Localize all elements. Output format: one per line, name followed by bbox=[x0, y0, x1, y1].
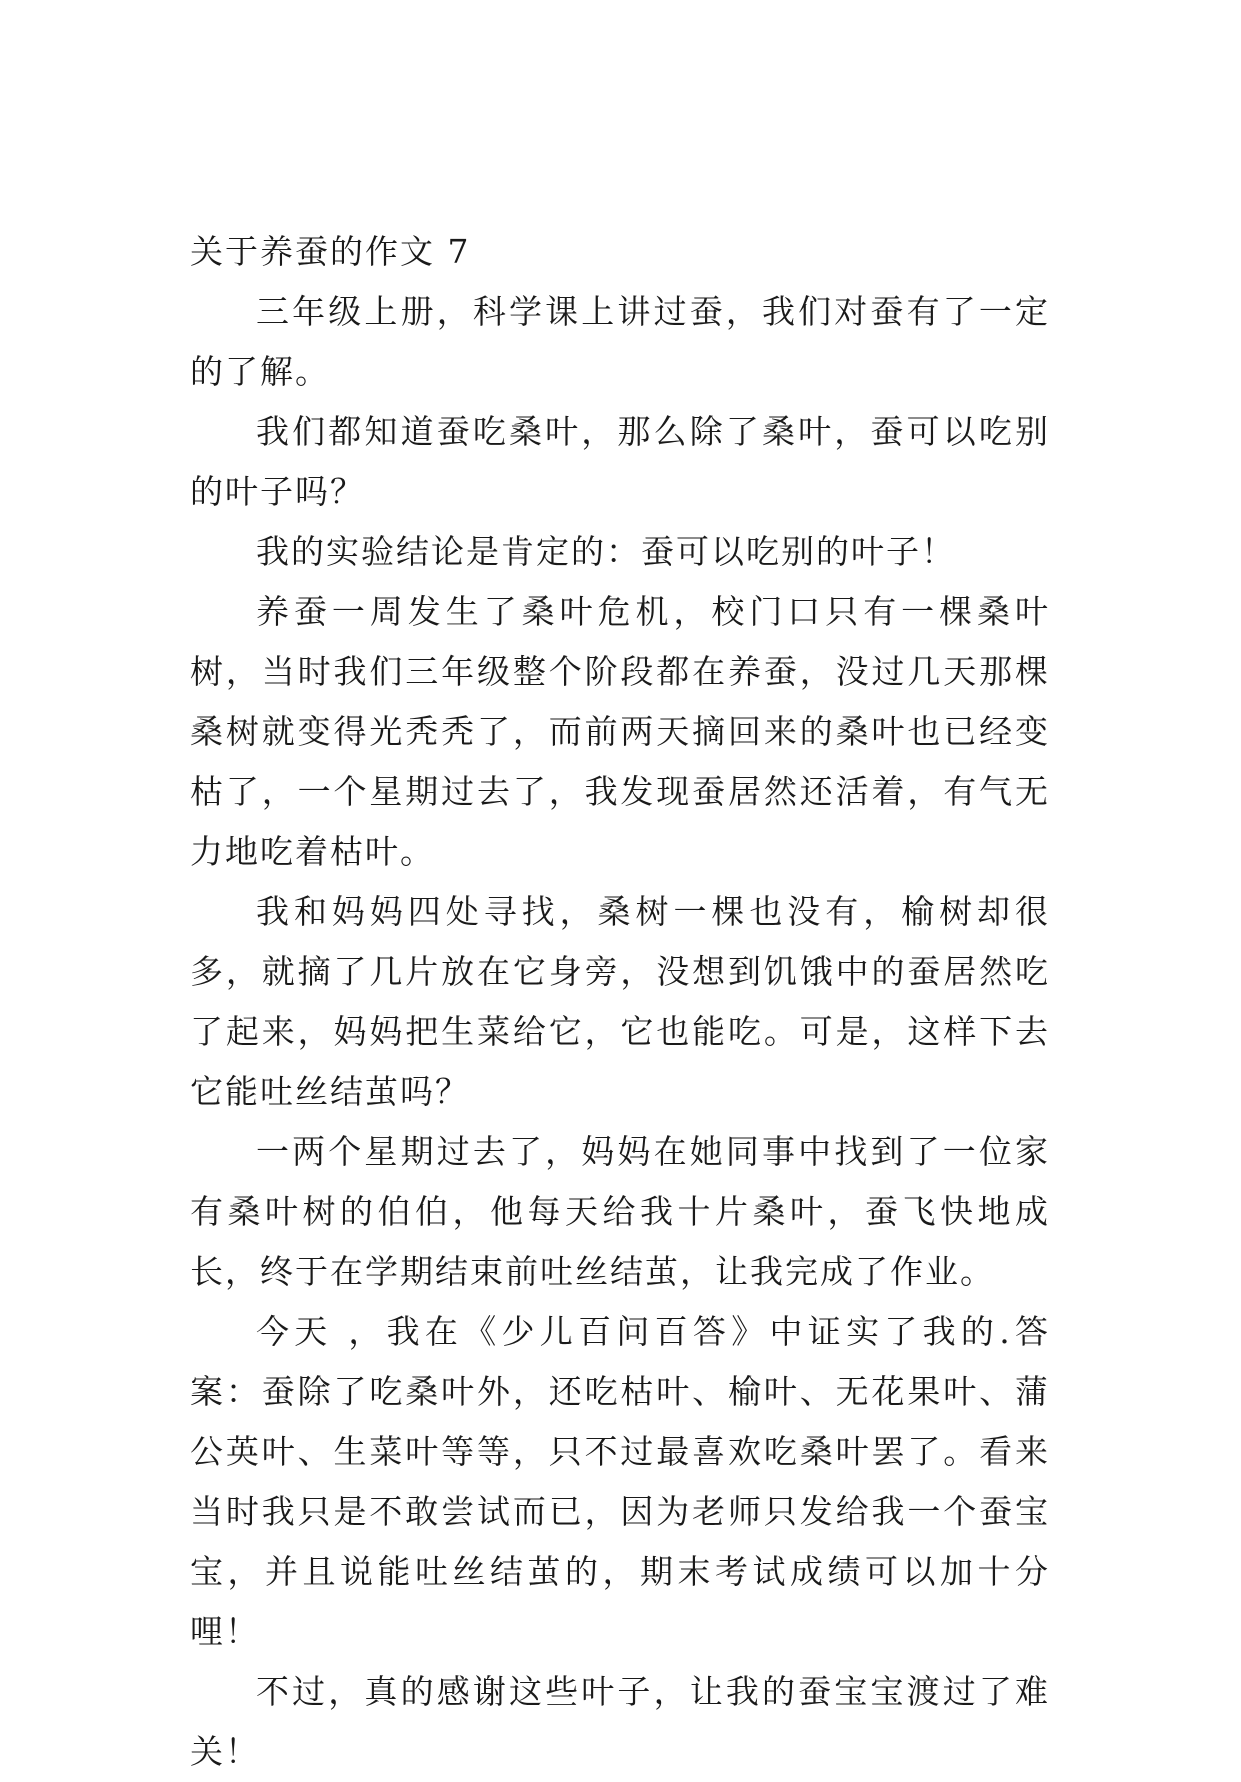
paragraph-7: 今天 ，我在《少儿百问百答》中证实了我的.答案：蚕除了吃桑叶外，还吃枯叶、榆叶、无花果叶、蒲公英叶、生菜叶等等，只不过最喜欢吃桑叶罢了。看来当时我只是不敢尝试而已，因为老师只发给我一个蚕宝宝，并且说能吐丝结茧的，期末考试成绩可以加十分哩！ bbox=[190, 1312, 1050, 1651]
document-page bbox=[190, 222, 1050, 1782]
paragraph-2: 我们都知道蚕吃桑叶，那么除了桑叶，蚕可以吃别的叶子吗？ bbox=[190, 412, 1050, 511]
paragraph-6: 一两个星期过去了，妈妈在她同事中找到了一位家有桑叶树的伯伯，他每天给我十片桑叶，蚕飞快地成长，终于在学期结束前吐丝结茧，让我完成了作业。 bbox=[190, 1132, 1050, 1291]
paragraph-8: 不过，真的感谢这些叶子，让我的蚕宝宝渡过了难关！ bbox=[190, 1672, 1050, 1771]
document-title: 关于养蚕的作文 7 bbox=[190, 232, 471, 271]
paragraph-5: 我和妈妈四处寻找，桑树一棵也没有，榆树却很多，就摘了几片放在它身旁，没想到饥饿中的蚕居然吃了起来，妈妈把生菜给它，它也能吃。可是，这样下去它能吐丝结茧吗？ bbox=[190, 892, 1050, 1111]
paragraph-3: 我的实验结论是肯定的：蚕可以吃别的叶子！ bbox=[256, 532, 956, 571]
paragraph-1: 三年级上册，科学课上讲过蚕，我们对蚕有了一定的了解。 bbox=[190, 292, 1050, 391]
paragraph-4: 养蚕一周发生了桑叶危机，校门口只有一棵桑叶树，当时我们三年级整个阶段都在养蚕，没过几天那棵桑树就变得光秃秃了，而前两天摘回来的桑叶也已经变枯了，一个星期过去了，我发现蚕居然还活着，有气无力地吃着枯叶。 bbox=[190, 592, 1050, 871]
